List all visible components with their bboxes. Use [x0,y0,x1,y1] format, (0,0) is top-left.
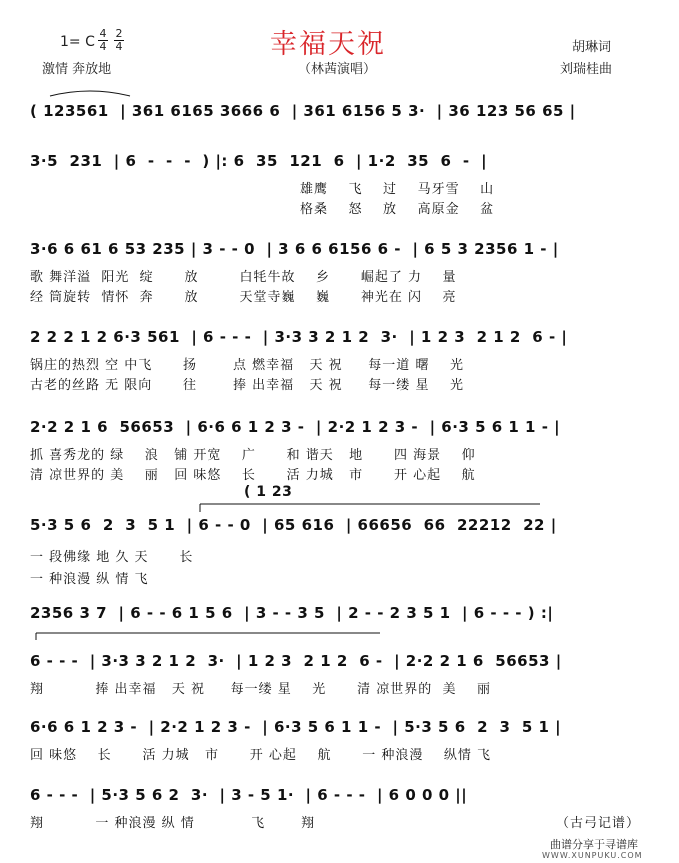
row-10-lyrics-1: 翔 一 种浪漫 纵 情 飞 翔 [30,816,316,831]
row-3-lyrics-1: 歌 舞洋溢 阳光 绽 放 白牦牛故 乡 崛起了 力 量 [30,270,457,285]
row-5-lyrics-1: 抓 喜秀龙的 绿 浪 铺 开宽 广 和 谐天 地 四 海景 仰 [30,448,476,463]
time1-bottom: 4 [99,40,107,53]
row-9-notes: 6·6 6 1 2 3 - | 2·2 1 2 3 - | 6·3 5 6 1 1 - | 5·3 5 6 2 3 5 1 | [30,718,562,736]
row-8-notes: 6 - - - | 3·3 3 2 1 2 3· | 1 2 3 2 1 2 6 - | 2·2 2 1 6 56653 | [30,652,562,670]
time2-top: 2 [115,27,123,40]
row-2-lyrics-1: 雄鹰 飞 过 马牙雪 山 [300,182,495,197]
time1-top: 4 [99,27,107,40]
tempo-marking: 激情 奔放地 [42,62,112,77]
row-6-lyrics-2: 一 种浪漫 纵 情 飞 [30,572,149,587]
row-5-lyrics-2: 清 凉世界的 美 丽 回 味悠 长 活 力城 市 开 心起 航 [30,468,476,483]
row-2-notes: 3·5 231 | 6 - - - ) |: 6 35 121 6 | 1·2 35 6 - | [30,152,488,170]
composer: 刘瑞桂曲 [560,62,613,77]
footer-stamp: 曲谱分享于寻谱库 [550,838,638,851]
row-5-notes: 2·2 2 1 6 56653 | 6·6 6 1 2 3 - | 2·2 1 2 3 - | 6·3 5 6 1 1 - | [30,418,561,436]
row-2-lyrics-2: 格桑 怒 放 高原金 盆 [300,202,495,217]
row-4-notes: 2 2 2 1 2 6·3 561 | 6 - - - | 3·3 3 2 1 2 3· | 1 2 3 2 1 2 6 - | [30,328,568,346]
row-3-notes: 3·6 6 61 6 53 235 | 3 - - 0 | 3 6 6 6156 6 - | 6 5 3 2356 1 - | [30,240,559,258]
row-8-lyrics-1: 翔 捧 出幸福 天 祝 每一缕 星 光 清 凉世界的 美 丽 [30,682,492,697]
row-7-notes: 2356 3 7 | 6 - - 6 1 5 6 | 3 - - 3 5 | 2 - - 2 3 5 1 | 6 - - - ) :| [30,604,554,622]
row-6-notes: 5·3 5 6 2 3 5 1 | 6 - - 0 | 65 616 | 66656 66 22212 22 | [30,516,557,534]
intro-tie [50,91,130,96]
song-title: 幸福天祝 [270,29,386,60]
key-signature: 1= C [60,34,95,50]
row-4-lyrics-1: 锅庄的热烈 空 中飞 扬 点 燃幸福 天 祝 每一道 曙 光 [30,358,464,373]
row-3-lyrics-2: 经 筒旋转 情怀 奔 放 天堂寺巍 巍 神光在 闪 亮 [30,290,457,305]
row-6-volta: ( 1 23 [244,484,293,500]
lyricist: 胡琳词 [572,40,612,55]
row-1-notes: ( 123561 | 361 6165 3666 6 | 361 6156 5 3· | 36 123 56 65 | [30,102,576,120]
singer: （林茜演唱） [298,62,377,77]
row-4-lyrics-2: 古老的丝路 无 限向 往 捧 出幸福 天 祝 每一缕 星 光 [30,378,464,393]
row-6-lyrics-1: 一 段佛缘 地 久 天 长 [30,550,194,565]
row-9-lyrics-1: 回 味悠 长 活 力城 市 开 心起 航 一 种浪漫 纵情 飞 [30,748,492,763]
transcriber-note: （古弓记谱） [556,816,641,831]
row-10-notes: 6 - - - | 5·3 5 6 2 3· | 3 - 5 1· | 6 - - - | 6 0 0 0 || [30,786,468,804]
time2-bottom: 4 [115,40,123,53]
footer-url: WWW.XUNPUKU.COM [542,851,643,860]
